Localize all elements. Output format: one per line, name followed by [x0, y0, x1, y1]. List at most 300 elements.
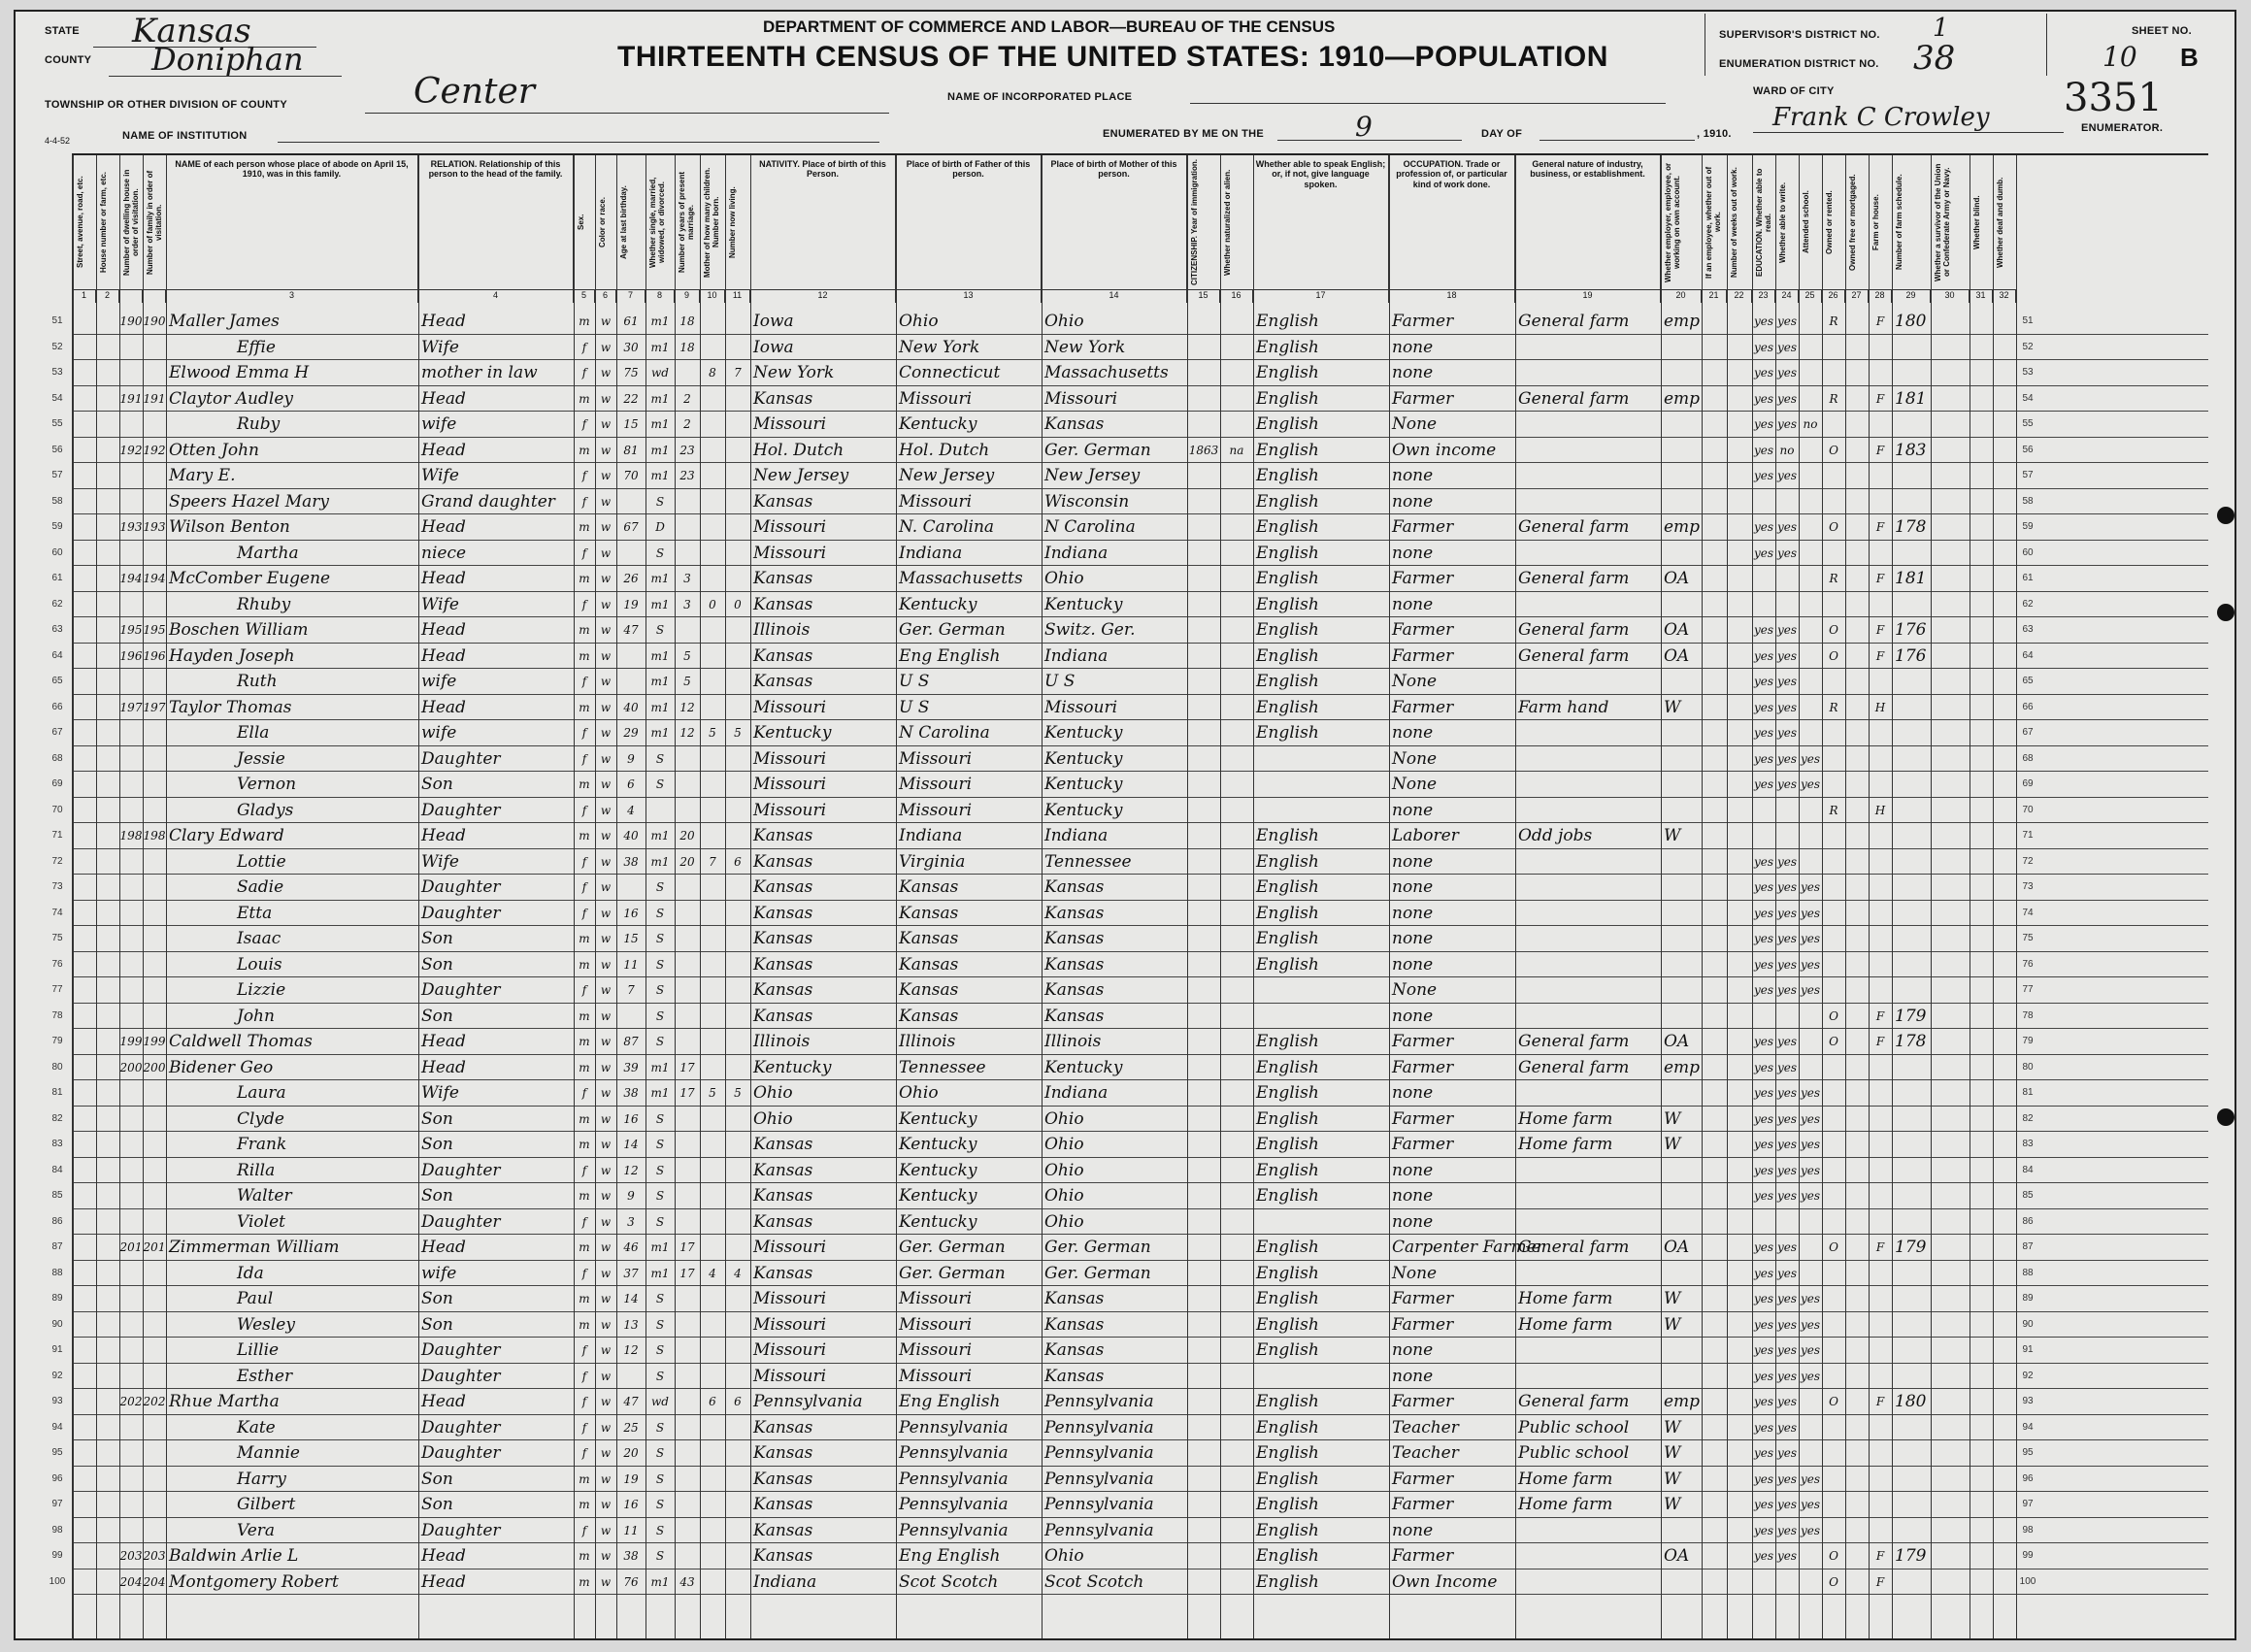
line-number: 71	[51, 830, 63, 841]
cell-living	[725, 977, 750, 1003]
cell-relation: Head	[421, 1032, 466, 1051]
cell-school	[1799, 1004, 1822, 1029]
cell-immig	[1187, 489, 1220, 514]
cell-write	[1775, 1209, 1799, 1235]
column-rule	[1220, 155, 1221, 1638]
cell-relation: Daughter	[421, 1520, 501, 1540]
cell-birth: Missouri	[753, 414, 827, 434]
line-number: 73	[51, 881, 63, 892]
cell-immig	[1187, 1004, 1220, 1029]
cell-name: Lizzie	[237, 980, 286, 1000]
cell-school: no	[1803, 417, 1818, 431]
cell-english: English	[1256, 440, 1319, 460]
cell-immig	[1187, 1286, 1220, 1311]
census-row	[51, 1492, 2208, 1518]
cell-dwelling	[119, 1364, 143, 1389]
cell-read: yes	[1753, 417, 1774, 431]
cell-father: Kentucky	[899, 1108, 977, 1129]
cell-farm	[1869, 1080, 1892, 1106]
cell-years: 5	[683, 648, 691, 663]
cell-father: Kentucky	[899, 1186, 977, 1206]
census-row	[51, 592, 2208, 618]
cell-relation: Son	[421, 1314, 453, 1335]
cell-read: yes	[1753, 1317, 1774, 1332]
enumerator-line	[1753, 132, 2064, 133]
column-number: 28	[1869, 289, 1892, 303]
cell-read: yes	[1753, 391, 1774, 406]
cell-emp	[1664, 360, 1701, 385]
cell-birth: Kansas	[753, 1263, 813, 1283]
cell-name: Zimmerman William	[169, 1238, 340, 1257]
cell-marital	[646, 798, 675, 823]
cell-family	[143, 335, 166, 360]
cell-dwelling	[119, 772, 143, 797]
cell-living	[725, 644, 750, 669]
cell-read: yes	[1753, 623, 1774, 637]
cell-write: yes	[1776, 1549, 1798, 1563]
cell-marital: S	[655, 1498, 665, 1511]
cell-family	[143, 489, 166, 514]
line-number: 95	[2022, 1447, 2034, 1458]
cell-farm	[1869, 1338, 1892, 1363]
census-row	[51, 823, 2208, 849]
cell-owned	[1822, 1132, 1845, 1157]
cell-read: yes	[1753, 880, 1774, 894]
cell-read: yes	[1753, 1163, 1774, 1177]
column-header: Attended school.	[1799, 155, 1822, 289]
cell-trade: Farmer	[1392, 1546, 1454, 1566]
cell-years: 20	[679, 854, 695, 869]
cell-age: 14	[623, 1138, 639, 1151]
cell-write: yes	[1776, 1035, 1798, 1048]
cell-sex: f	[581, 751, 587, 766]
cell-birth: Kansas	[753, 1135, 813, 1154]
cell-dwelling	[119, 1467, 143, 1492]
cell-sched	[1895, 1158, 1930, 1183]
cell-race: w	[600, 1471, 612, 1486]
cell-owned	[1822, 875, 1845, 900]
cell-birth: Hol. Dutch	[753, 440, 844, 460]
line-number: 53	[2022, 367, 2034, 378]
cell-age: 12	[623, 1343, 639, 1357]
cell-years	[675, 1338, 700, 1363]
cell-immig	[1187, 1107, 1220, 1132]
cell-owned	[1822, 1286, 1845, 1311]
cell-trade: none	[1392, 800, 1434, 820]
cell-family: 192	[143, 443, 166, 457]
cell-born	[700, 875, 725, 900]
cell-born	[700, 952, 725, 977]
cell-birth: New Jersey	[753, 466, 849, 485]
cell-sched	[1895, 1338, 1930, 1363]
cell-years	[675, 1389, 700, 1414]
cell-emp	[1664, 1158, 1701, 1183]
cell-trade: none	[1392, 466, 1434, 485]
cell-owned: R	[1829, 700, 1838, 714]
cell-english: English	[1256, 312, 1319, 331]
cell-nat	[1220, 669, 1253, 694]
cell-relation: Wife	[421, 466, 459, 485]
line-number: 80	[2022, 1061, 2034, 1073]
cell-marital: S	[655, 1111, 665, 1126]
cell-industry: Odd jobs	[1518, 826, 1593, 845]
cell-nat	[1220, 720, 1253, 745]
column-number: 25	[1799, 289, 1822, 303]
cell-emp	[1664, 1518, 1701, 1543]
cell-age: 75	[623, 366, 639, 380]
cell-sex: f	[581, 1163, 587, 1177]
cell-nat	[1220, 360, 1253, 385]
cell-write: yes	[1776, 1138, 1798, 1151]
cell-living	[725, 952, 750, 977]
cell-sched	[1895, 463, 1930, 488]
cell-emp: emp	[1664, 1392, 1701, 1411]
cell-name: Frank	[237, 1135, 287, 1154]
cell-nat	[1220, 746, 1253, 772]
cell-marital: S	[655, 1035, 665, 1048]
cell-living	[725, 1209, 750, 1235]
cell-trade: Farmer	[1392, 312, 1454, 331]
cell-birth: Kansas	[753, 1160, 813, 1180]
cell-race: w	[600, 1446, 612, 1460]
cell-read: yes	[1753, 545, 1774, 560]
cell-sched	[1895, 1518, 1930, 1543]
cell-sex: f	[581, 417, 587, 431]
census-row	[49, 1569, 2208, 1596]
cell-born: 5	[709, 1086, 716, 1100]
cell-birth: Missouri	[753, 748, 827, 769]
cell-write: yes	[1776, 1060, 1798, 1074]
cell-years	[675, 1467, 700, 1492]
line-number: 100	[2019, 1575, 2036, 1587]
cell-father: New Jersey	[899, 466, 995, 485]
cell-read	[1752, 1569, 1775, 1595]
cell-relation: Daughter	[421, 800, 501, 820]
cell-family	[143, 1261, 166, 1286]
cell-living	[725, 772, 750, 797]
cell-trade: None	[1392, 1263, 1438, 1283]
cell-mother: Tennessee	[1044, 851, 1132, 872]
township-line	[365, 113, 889, 114]
cell-emp: W	[1664, 1495, 1681, 1514]
cell-owned	[1822, 360, 1845, 385]
cell-english: English	[1256, 1263, 1319, 1283]
cell-marital: m1	[650, 340, 670, 354]
cell-birth: Missouri	[753, 800, 827, 820]
cell-school	[1799, 360, 1822, 385]
cell-age: 47	[623, 623, 639, 637]
cell-trade: none	[1392, 903, 1434, 923]
cell-school	[1799, 1389, 1822, 1414]
cell-immig	[1187, 566, 1220, 591]
cell-years	[675, 1415, 700, 1440]
cell-sex: m	[579, 1138, 590, 1151]
cell-school	[1799, 438, 1822, 463]
cell-read: yes	[1753, 1369, 1774, 1383]
cell-name: Bidener Geo	[169, 1057, 274, 1077]
cell-years: 12	[679, 700, 695, 714]
cell-owned	[1822, 926, 1845, 951]
cell-race: w	[600, 314, 612, 328]
cell-write: yes	[1776, 1420, 1798, 1435]
cell-years	[675, 617, 700, 643]
cell-sched	[1895, 720, 1930, 745]
line-number: 64	[51, 649, 63, 661]
cell-read: yes	[1753, 1523, 1774, 1537]
cell-dwelling	[119, 669, 143, 694]
cell-owned	[1822, 823, 1845, 848]
census-row	[51, 463, 2208, 489]
cell-read: yes	[1753, 1138, 1774, 1151]
cell-relation: Son	[421, 1108, 453, 1129]
cell-age: 6	[627, 777, 635, 791]
line-number: 51	[2022, 315, 2034, 326]
cell-owned	[1822, 335, 1845, 360]
cell-dwelling	[119, 1183, 143, 1208]
cell-family	[143, 1518, 166, 1543]
cell-race: w	[600, 1317, 612, 1332]
cell-industry: General farm	[1518, 1392, 1630, 1411]
cell-english: English	[1256, 1495, 1319, 1514]
line-number: 60	[2022, 546, 2034, 558]
cell-living	[725, 1467, 750, 1492]
cell-school: yes	[1800, 880, 1821, 894]
cell-race: w	[600, 623, 612, 637]
cell-english: English	[1256, 1057, 1319, 1077]
cell-farm: F	[1875, 443, 1885, 457]
cell-write: yes	[1776, 1086, 1798, 1100]
cell-write	[1775, 592, 1799, 617]
cell-relation: Head	[421, 1546, 466, 1566]
line-number: 55	[51, 418, 63, 429]
county-value: Doniphan	[151, 41, 304, 78]
line-number: 83	[2022, 1139, 2034, 1149]
cell-race: w	[600, 854, 612, 869]
cell-born	[700, 695, 725, 720]
cell-name: Vera	[237, 1520, 276, 1540]
cell-relation: wife	[421, 672, 457, 691]
cell-trade: none	[1392, 954, 1434, 975]
cell-birth: Missouri	[753, 1366, 827, 1386]
cell-family: 193	[143, 520, 166, 534]
column-number: 24	[1775, 289, 1799, 303]
cell-race: w	[600, 1266, 612, 1280]
cell-industry: Home farm	[1518, 1289, 1613, 1308]
cell-industry	[1518, 901, 1660, 926]
cell-sched: 183	[1895, 440, 1927, 460]
cell-farm: F	[1875, 314, 1885, 328]
cell-race: w	[600, 880, 612, 894]
cell-industry: Home farm	[1518, 1108, 1613, 1129]
line-number: 52	[2022, 341, 2034, 352]
cell-write: yes	[1776, 1317, 1798, 1332]
cell-sex: m	[579, 1111, 590, 1126]
cell-years	[675, 875, 700, 900]
cell-industry	[1518, 1543, 1660, 1569]
cell-name: Rhuby	[237, 594, 291, 614]
cell-family	[143, 1467, 166, 1492]
cell-trade: none	[1392, 1083, 1434, 1103]
cell-marital: S	[655, 1549, 665, 1563]
cell-name: Mannie	[237, 1443, 300, 1463]
cell-family	[143, 541, 166, 566]
cell-school	[1799, 720, 1822, 745]
column-number: 16	[1220, 289, 1253, 303]
cell-living	[725, 1338, 750, 1363]
cell-born: 6	[709, 1395, 716, 1408]
cell-race: w	[600, 1523, 612, 1537]
column-header: Owned or rented.	[1822, 155, 1845, 289]
cell-family: 194	[143, 572, 166, 585]
cell-marital: m1	[650, 1266, 670, 1280]
line-number: 52	[51, 341, 63, 352]
cell-father: Kansas	[899, 980, 959, 1000]
cell-farm	[1869, 412, 1892, 437]
cell-relation: Wife	[421, 594, 459, 614]
cell-years	[675, 1132, 700, 1157]
enum-district-value: 38	[1913, 39, 1956, 78]
cell-english: English	[1256, 1571, 1319, 1592]
cell-english: English	[1256, 491, 1319, 512]
cell-nat	[1220, 617, 1253, 643]
cell-mother: Kentucky	[1044, 723, 1123, 743]
cell-mother: Indiana	[1044, 645, 1109, 666]
cell-years	[675, 541, 700, 566]
cell-school	[1799, 644, 1822, 669]
line-number: 91	[51, 1344, 63, 1355]
column-header: Mother of how many children. Number born.	[700, 155, 725, 289]
cell-father: Missouri	[899, 775, 973, 794]
cell-years: 43	[679, 1574, 695, 1589]
cell-emp	[1664, 798, 1701, 823]
cell-marital: m1	[650, 829, 670, 843]
cell-born	[700, 1055, 725, 1080]
cell-family	[143, 592, 166, 617]
cell-years	[675, 901, 700, 926]
cell-owned	[1822, 1261, 1845, 1286]
cell-mother: Kansas	[1044, 1340, 1105, 1360]
cell-marital: S	[655, 777, 665, 791]
cell-birth: Kansas	[753, 1443, 813, 1463]
cell-born	[700, 644, 725, 669]
line-number: 95	[51, 1447, 63, 1458]
census-row	[51, 669, 2208, 695]
column-header: House number or farm, etc.	[96, 155, 119, 289]
cell-born	[700, 566, 725, 591]
cell-nat	[1220, 1080, 1253, 1106]
cell-english	[1256, 798, 1388, 823]
cell-dwelling	[119, 1440, 143, 1466]
cell-industry	[1518, 746, 1660, 772]
cell-trade: Farmer	[1392, 569, 1454, 588]
cell-nat	[1220, 1055, 1253, 1080]
cell-sched	[1895, 952, 1930, 977]
cell-sex: m	[579, 520, 590, 534]
column-number: 29	[1892, 289, 1931, 303]
cell-farm: F	[1875, 572, 1885, 585]
cell-living	[725, 669, 750, 694]
cell-father: New York	[899, 337, 980, 357]
cell-immig	[1187, 1132, 1220, 1157]
cell-age: 16	[623, 1111, 639, 1126]
cell-trade: none	[1392, 491, 1434, 512]
cell-marital: m1	[650, 648, 670, 663]
cell-marital: m1	[650, 314, 670, 328]
cell-sex: f	[581, 1523, 587, 1537]
cell-living	[725, 617, 750, 643]
cell-immig	[1187, 1080, 1220, 1106]
county-line	[109, 76, 342, 77]
cell-father: Kansas	[899, 954, 959, 975]
cell-race: w	[600, 1395, 612, 1408]
cell-born	[700, 335, 725, 360]
cell-emp	[1664, 849, 1701, 875]
cell-born	[700, 1569, 725, 1595]
line-number: 91	[2022, 1344, 2034, 1355]
cell-write: yes	[1776, 391, 1798, 406]
cell-father: Kentucky	[899, 1160, 977, 1180]
cell-write: yes	[1776, 314, 1798, 328]
cell-farm: F	[1875, 520, 1885, 534]
line-number: 63	[51, 624, 63, 635]
cell-living	[725, 309, 750, 334]
cell-name: Sadie	[237, 877, 284, 897]
township-value: Center	[414, 72, 536, 112]
cell-years: 2	[683, 417, 691, 431]
cell-born	[700, 541, 725, 566]
cell-emp: W	[1664, 1314, 1681, 1335]
cell-write: yes	[1776, 1111, 1798, 1126]
cell-trade: Laborer	[1392, 826, 1459, 845]
cell-age: 15	[623, 417, 639, 431]
cell-trade: None	[1392, 672, 1438, 691]
cell-english: English	[1256, 1392, 1319, 1411]
cell-name: Louis	[237, 954, 282, 975]
cell-english: English	[1256, 1289, 1319, 1308]
cell-living	[725, 489, 750, 514]
cell-read	[1752, 566, 1775, 591]
cell-age: 9	[627, 751, 635, 766]
cell-living	[725, 463, 750, 488]
cell-nat	[1220, 1543, 1253, 1569]
cell-nat	[1220, 1235, 1253, 1260]
cell-industry: Public school	[1518, 1417, 1630, 1437]
line-number: 64	[2022, 649, 2034, 661]
cell-age: 25	[623, 1420, 639, 1435]
cell-immig	[1187, 720, 1220, 745]
cell-write: yes	[1776, 957, 1798, 972]
cell-marital: S	[655, 1292, 665, 1305]
line-number: 55	[2022, 418, 2034, 429]
cell-english	[1256, 1364, 1388, 1389]
cell-sched: 179	[1895, 1238, 1927, 1257]
cell-trade: Farmer	[1392, 620, 1454, 640]
cell-dwelling: 191	[119, 391, 143, 406]
cell-birth: Kansas	[753, 826, 813, 845]
cell-school	[1799, 335, 1822, 360]
cell-born	[700, 1440, 725, 1466]
cell-sched	[1895, 1132, 1930, 1157]
cell-marital: S	[655, 1317, 665, 1332]
cell-sex: m	[579, 1574, 590, 1589]
cell-birth: Kansas	[753, 877, 813, 897]
cell-emp: OA	[1664, 645, 1690, 666]
cell-relation: Wife	[421, 337, 459, 357]
cell-father: Missouri	[899, 800, 973, 820]
cell-school	[1799, 1440, 1822, 1466]
cell-english: English	[1256, 929, 1319, 948]
cell-owned	[1822, 1492, 1845, 1517]
